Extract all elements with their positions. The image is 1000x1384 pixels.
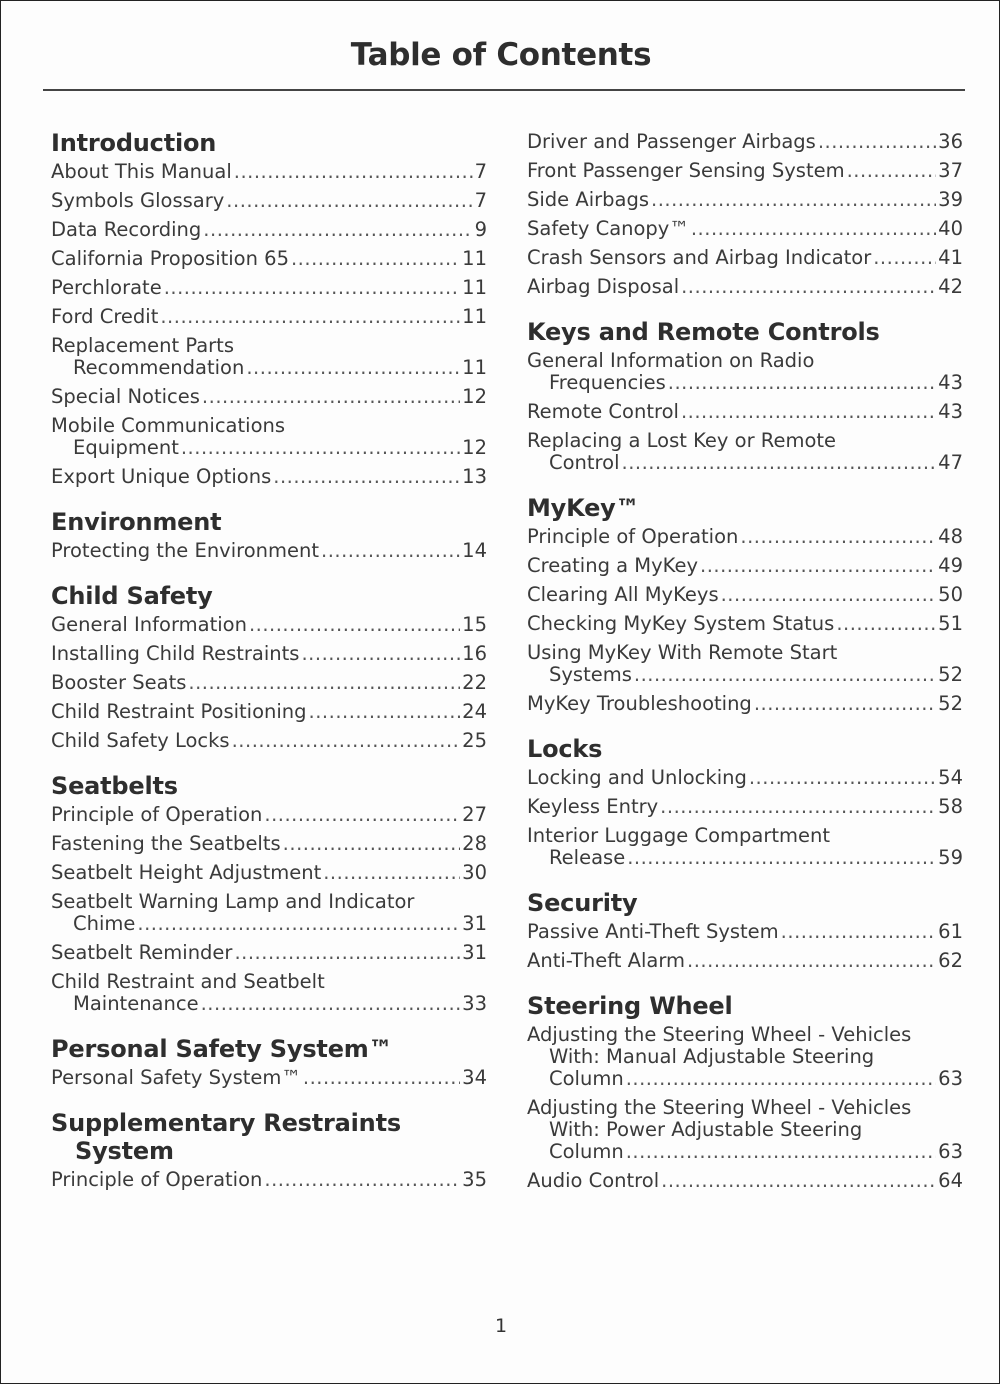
entry-title: Airbag Disposal (527, 275, 680, 298)
entry-title: Seatbelt Height Adjustment (51, 861, 322, 884)
toc-entry[interactable] (51, 277, 487, 299)
dot-leader (234, 942, 460, 964)
entry-page-number: 64 (938, 1169, 963, 1192)
page-number: 1 (494, 1315, 508, 1337)
entry-row (51, 248, 487, 270)
dot-leader (691, 218, 936, 240)
dot-leader (818, 131, 936, 153)
toc-entry[interactable] (51, 219, 487, 241)
entry-page-number: 50 (938, 583, 963, 606)
section-title: Steering Wheel (527, 992, 733, 1020)
entry-page-number: 12 (462, 436, 487, 459)
entry-title: Principle of Operation (51, 803, 263, 826)
entry-row (527, 584, 963, 606)
section-title: Child Safety (51, 582, 213, 610)
entry-page-number: 25 (462, 729, 487, 752)
dot-leader (661, 1170, 936, 1192)
dot-leader (264, 1169, 460, 1191)
toc-entry[interactable] (51, 891, 487, 935)
entry-page-number: 11 (462, 305, 487, 328)
dot-leader (687, 950, 936, 972)
dot-leader (622, 452, 937, 474)
entry-page-number: 14 (462, 539, 487, 562)
entry-title-line: Interior Luggage Compartment (527, 824, 831, 847)
dot-leader (634, 664, 936, 686)
entry-title: Perchlorate (51, 276, 162, 299)
toc-entry[interactable] (527, 796, 963, 818)
entry-row (51, 614, 487, 636)
dot-leader (202, 386, 460, 408)
entry-page-number: 43 (938, 400, 963, 423)
entry-page-number: 35 (462, 1168, 487, 1191)
entry-row (51, 862, 487, 884)
entry-title-line: Replacing a Lost Key or Remote (527, 429, 837, 452)
entry-row (51, 833, 487, 855)
toc-entry[interactable] (527, 921, 963, 943)
section-title: Locks (527, 735, 603, 763)
entry-page-number: 9 (474, 218, 487, 241)
toc-entry[interactable] (51, 730, 487, 752)
dot-leader (137, 913, 460, 935)
entry-page-number: 28 (462, 832, 487, 855)
entry-title: Equipment (73, 436, 179, 459)
entry-row (51, 357, 487, 379)
entry-row (527, 160, 963, 182)
entry-title: Installing Child Restraints (51, 642, 300, 665)
toc-entry[interactable] (527, 693, 963, 715)
entry-row (527, 796, 963, 818)
dot-leader (283, 833, 461, 855)
toc-entry[interactable] (527, 1170, 963, 1192)
dot-leader (660, 796, 936, 818)
entry-row (527, 664, 963, 686)
entry-row (527, 131, 963, 153)
entry-row (51, 1169, 487, 1191)
dot-leader (203, 219, 472, 241)
entry-title-line: Adjusting the Steering Wheel - Vehicles (527, 1096, 912, 1119)
page-title: Table of Contents (350, 37, 652, 73)
entry-page-number: 52 (938, 663, 963, 686)
entry-title-line: With: Power Adjustable Steering (549, 1118, 863, 1141)
entry-page-number: 52 (938, 692, 963, 715)
section-title: Supplementary Restraints (51, 1109, 401, 1137)
toc-entry[interactable] (527, 1097, 963, 1163)
toc-entry[interactable] (51, 248, 487, 270)
entry-row (527, 452, 963, 474)
entry-title: Recommendation (73, 356, 245, 379)
entry-title: Crash Sensors and Airbag Indicator (527, 246, 872, 269)
entry-page-number: 24 (462, 700, 487, 723)
entry-row (51, 730, 487, 752)
dot-leader (291, 248, 460, 270)
entry-title-line: Adjusting the Steering Wheel - Vehicles (527, 1023, 912, 1046)
entry-title: Fastening the Seatbelts (51, 832, 281, 855)
entry-page-number: 51 (938, 612, 963, 635)
entry-page-number: 11 (462, 276, 487, 299)
dot-leader (249, 614, 460, 636)
entry-row (51, 942, 487, 964)
entry-title: Ford Credit (51, 305, 159, 328)
toc-entry[interactable] (51, 161, 487, 183)
toc-section (51, 508, 487, 562)
entry-row (51, 161, 487, 183)
toc-entry[interactable] (527, 1024, 963, 1090)
toc-entry[interactable] (527, 642, 963, 686)
entry-page-number: 40 (938, 217, 963, 240)
entry-page-number: 63 (938, 1140, 963, 1163)
entry-title-line: With: Manual Adjustable Steering (549, 1045, 875, 1068)
entry-title-line: Replacement Parts (51, 334, 234, 357)
entry-page-number: 58 (938, 795, 963, 818)
toc-section (527, 992, 963, 1192)
entry-title: Child Safety Locks (51, 729, 230, 752)
dot-leader (323, 862, 460, 884)
entry-page-number: 43 (938, 371, 963, 394)
dot-leader (234, 161, 473, 183)
toc-section (51, 1109, 487, 1191)
toc-section (51, 772, 487, 1015)
dot-leader (181, 437, 460, 459)
toc-entry[interactable] (51, 540, 487, 562)
entry-page-number: 31 (462, 912, 487, 935)
entry-page-number: 11 (462, 356, 487, 379)
entry-row (51, 540, 487, 562)
entry-page-number: 11 (462, 247, 487, 270)
entry-title: Maintenance (73, 992, 199, 1015)
dot-leader (264, 804, 460, 826)
entry-title: Side Airbags (527, 188, 650, 211)
entry-title: Locking and Unlocking (527, 766, 747, 789)
dot-leader (232, 730, 461, 752)
entry-row (51, 1067, 487, 1089)
dot-leader (754, 693, 936, 715)
entry-row (527, 218, 963, 240)
toc-section (51, 1035, 487, 1089)
entry-row (527, 1068, 963, 1090)
dot-leader (681, 276, 936, 298)
entry-page-number: 7 (474, 189, 487, 212)
toc-section (527, 131, 963, 298)
entry-title: Column (549, 1140, 624, 1163)
entry-row (527, 1141, 963, 1163)
entry-page-number: 62 (938, 949, 963, 972)
entry-row (527, 247, 963, 269)
entry-page-number: 41 (938, 246, 963, 269)
section-title: Seatbelts (51, 772, 178, 800)
dot-leader (309, 701, 461, 723)
entry-page-number: 12 (462, 385, 487, 408)
dot-leader (226, 190, 472, 212)
entry-row (51, 277, 487, 299)
entry-title: Data Recording (51, 218, 202, 241)
toc-right-column (527, 129, 963, 1212)
entry-page-number: 22 (462, 671, 487, 694)
entry-page-number: 59 (938, 846, 963, 869)
entry-row (527, 950, 963, 972)
toc-entry[interactable] (527, 131, 963, 153)
entry-page-number: 54 (938, 766, 963, 789)
entry-title: Chime (73, 912, 136, 935)
entry-title: Child Restraint Positioning (51, 700, 307, 723)
toc-entry[interactable] (527, 430, 963, 474)
entry-title-line: Child Restraint and Seatbelt (51, 970, 325, 993)
entry-row (51, 701, 487, 723)
entry-title: Anti-Theft Alarm (527, 949, 686, 972)
dot-leader (847, 160, 937, 182)
entry-page-number: 16 (462, 642, 487, 665)
toc-left-column (51, 129, 487, 1211)
toc-entry[interactable] (527, 189, 963, 211)
entry-page-number: 15 (462, 613, 487, 636)
dot-leader (651, 189, 936, 211)
toc-section (527, 889, 963, 972)
entry-title: Keyless Entry (527, 795, 659, 818)
entry-title: California Proposition 65 (51, 247, 289, 270)
entry-page-number: 31 (462, 941, 487, 964)
section-title: Introduction (51, 129, 217, 157)
toc-entry[interactable] (51, 701, 487, 723)
entry-row (527, 189, 963, 211)
entry-title-line: General Information on Radio (527, 349, 815, 372)
entry-page-number: 27 (462, 803, 487, 826)
entry-page-number: 7 (474, 160, 487, 183)
section-title-continued: System (75, 1137, 174, 1165)
entry-row (527, 526, 963, 548)
dot-leader (164, 277, 460, 299)
entry-row (51, 306, 487, 328)
dot-leader (836, 613, 936, 635)
dot-leader (749, 767, 936, 789)
dot-leader (188, 672, 460, 694)
entry-page-number: 34 (462, 1066, 487, 1089)
toc-entry[interactable] (51, 971, 487, 1015)
title-divider (43, 89, 965, 91)
entry-title: Personal Safety System™ (51, 1066, 301, 1089)
toc-entry[interactable] (527, 350, 963, 394)
entry-title: Creating a MyKey (527, 554, 699, 577)
entry-page-number: 61 (938, 920, 963, 943)
entry-title: General Information (51, 613, 247, 636)
entry-row (527, 767, 963, 789)
entry-row (51, 466, 487, 488)
dot-leader (626, 1141, 936, 1163)
entry-page-number: 47 (938, 451, 963, 474)
toc-entry[interactable] (527, 825, 963, 869)
dot-leader (781, 921, 937, 943)
dot-leader (321, 540, 460, 562)
toc-entry[interactable] (51, 672, 487, 694)
toc-entry[interactable] (51, 614, 487, 636)
section-title: Security (527, 889, 638, 917)
section-title: MyKey™ (527, 494, 640, 522)
toc-entry[interactable] (527, 160, 963, 182)
entry-title: About This Manual (51, 160, 232, 183)
entry-title: Driver and Passenger Airbags (527, 130, 816, 153)
toc-section (51, 129, 487, 488)
toc-entry[interactable] (51, 833, 487, 855)
entry-row (51, 672, 487, 694)
entry-row (527, 921, 963, 943)
entry-title: Remote Control (527, 400, 679, 423)
entry-title: Export Unique Options (51, 465, 272, 488)
section-title: Environment (51, 508, 222, 536)
dot-leader (721, 584, 937, 606)
toc-section (527, 318, 963, 474)
entry-page-number: 33 (462, 992, 487, 1015)
toc-entry[interactable] (51, 862, 487, 884)
entry-title: Control (549, 451, 620, 474)
entry-row (51, 913, 487, 935)
entry-title: MyKey Troubleshooting (527, 692, 752, 715)
toc-entry[interactable] (527, 584, 963, 606)
toc-entry[interactable] (51, 942, 487, 964)
entry-title: Booster Seats (51, 671, 187, 694)
entry-title: Frequencies (549, 371, 666, 394)
entry-title-line: Using MyKey With Remote Start (527, 641, 838, 664)
entry-title: Column (549, 1067, 624, 1090)
entry-page-number: 48 (938, 525, 963, 548)
entry-title: Principle of Operation (51, 1168, 263, 1191)
dot-leader (873, 247, 936, 269)
dot-leader (246, 357, 460, 379)
toc-entry[interactable] (527, 276, 963, 298)
entry-page-number: 63 (938, 1067, 963, 1090)
entry-title: Seatbelt Reminder (51, 941, 233, 964)
entry-title: Special Notices (51, 385, 200, 408)
entry-page-number: 49 (938, 554, 963, 577)
dot-leader (627, 847, 936, 869)
toc-section (527, 735, 963, 869)
toc-entry[interactable] (51, 466, 487, 488)
entry-title: Release (549, 846, 626, 869)
dot-leader (681, 401, 936, 423)
toc-section (527, 494, 963, 715)
dot-leader (201, 993, 461, 1015)
toc-entry[interactable] (527, 526, 963, 548)
entry-row (527, 613, 963, 635)
entry-title: Systems (549, 663, 632, 686)
toc-entry[interactable] (51, 386, 487, 408)
toc-entry[interactable] (527, 401, 963, 423)
entry-title: Symbols Glossary (51, 189, 225, 212)
entry-title: Safety Canopy™ (527, 217, 689, 240)
toc-entry[interactable] (51, 415, 487, 459)
toc-entry[interactable] (51, 804, 487, 826)
entry-title: Audio Control (527, 1169, 660, 1192)
entry-row (527, 372, 963, 394)
dot-leader (626, 1068, 936, 1090)
entry-title-line: Mobile Communications (51, 414, 286, 437)
toc-entry[interactable] (51, 190, 487, 212)
entry-row (527, 1170, 963, 1192)
toc-entry[interactable] (527, 247, 963, 269)
toc-entry[interactable] (527, 950, 963, 972)
entry-page-number: 42 (938, 275, 963, 298)
toc-entry[interactable] (527, 218, 963, 240)
entry-page-number: 37 (938, 159, 963, 182)
section-title: Keys and Remote Controls (527, 318, 880, 346)
entry-row (527, 693, 963, 715)
entry-page-number: 13 (462, 465, 487, 488)
entry-row (51, 386, 487, 408)
toc-entry[interactable] (527, 613, 963, 635)
entry-title: Front Passenger Sensing System (527, 159, 845, 182)
toc-entry[interactable] (51, 335, 487, 379)
entry-title: Clearing All MyKeys (527, 583, 719, 606)
dot-leader (301, 643, 460, 665)
entry-page-number: 39 (938, 188, 963, 211)
toc-section (51, 582, 487, 752)
entry-title: Passive Anti-Theft System (527, 920, 779, 943)
entry-page-number: 36 (938, 130, 963, 153)
entry-page-number: 30 (462, 861, 487, 884)
dot-leader (303, 1067, 460, 1089)
entry-row (51, 643, 487, 665)
entry-row (51, 219, 487, 241)
entry-title: Principle of Operation (527, 525, 739, 548)
entry-row (51, 190, 487, 212)
entry-row (51, 993, 487, 1015)
entry-title: Checking MyKey System Status (527, 612, 835, 635)
toc-entry[interactable] (527, 555, 963, 577)
entry-row (51, 437, 487, 459)
entry-row (527, 555, 963, 577)
toc-entry[interactable] (51, 1169, 487, 1191)
toc-entry[interactable] (51, 1067, 487, 1089)
dot-leader (668, 372, 936, 394)
dot-leader (160, 306, 460, 328)
toc-entry[interactable] (51, 306, 487, 328)
entry-row (527, 276, 963, 298)
toc-entry[interactable] (51, 643, 487, 665)
toc-entry[interactable] (527, 767, 963, 789)
entry-row (527, 401, 963, 423)
dot-leader (700, 555, 936, 577)
entry-title-line: Seatbelt Warning Lamp and Indicator (51, 890, 415, 913)
dot-leader (273, 466, 460, 488)
dot-leader (740, 526, 936, 548)
section-title: Personal Safety System™ (51, 1035, 393, 1063)
entry-row (527, 847, 963, 869)
entry-title: Protecting the Environment (51, 539, 320, 562)
entry-row (51, 804, 487, 826)
